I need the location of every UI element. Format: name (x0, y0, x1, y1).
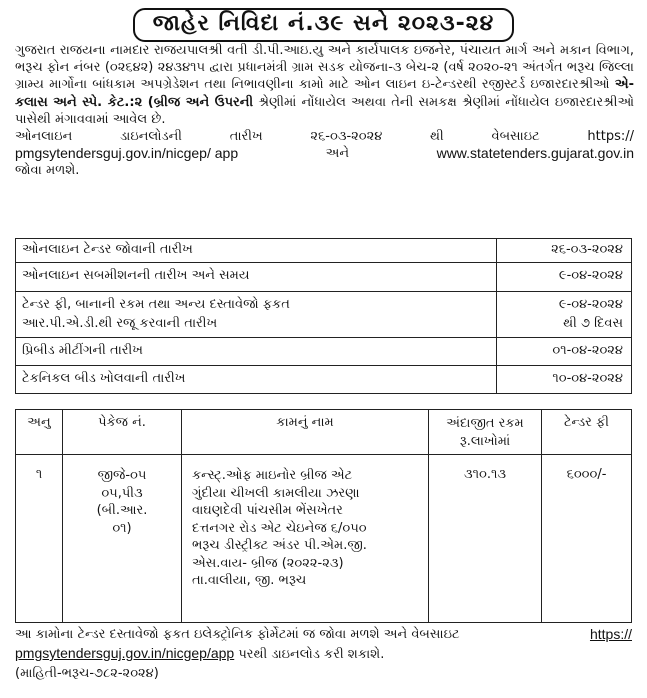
intro-and: અને (325, 146, 350, 162)
dates-table (15, 238, 632, 394)
row-amount: ૩૧૦.૧૩ (429, 455, 542, 623)
intro-end: જોવા મળશે. (15, 163, 80, 179)
works-table (15, 409, 632, 623)
date-label: પ્રિબીડ મીટીંગની તારીખ (16, 338, 497, 366)
date-label: ઓનલાઇન સબમીશનની તારીખ અને સમય (16, 263, 497, 292)
footer-note (15, 625, 632, 683)
work-name-line: ગુંદીયા ચીખલી કામલીયા ઝરણા (192, 485, 360, 501)
package-line: જીજે-૦૫ (97, 468, 147, 483)
date-row (16, 366, 632, 394)
package-line: ૦૧) (112, 520, 132, 536)
intro-bold-text: એ-કલાસ અને સ્પે. કેટ.:૨ (બ્રીજ અને ઉપરની (15, 77, 634, 110)
website-link-2[interactable]: www.statetenders.gujarat.gov.in (436, 145, 634, 162)
date-value: ૯-૦૪-૨૦૨૪ (497, 263, 632, 292)
notice-title: જાહેર નિવિદા નં.૩૯ સને ૨૦૨૩-૨૪ (133, 8, 515, 42)
intro-paragraph (15, 42, 634, 228)
work-name-line: ભરૂચ ડીસ્ટ્રીક્ટ અંડર પી.એમ.જી. (192, 538, 367, 553)
row-tender-fee: ૬૦૦૦/- (542, 455, 632, 623)
work-name-line: એસ.વાય- બ્રીજ (૨૦૨૨-૨૩) (192, 555, 344, 571)
footer-line-1 (15, 625, 632, 644)
date-value (497, 292, 632, 338)
row-package (63, 455, 182, 623)
intro-url-line (15, 145, 634, 162)
date-label: ટેન્ડર ફી, બાનાની રકમ તથા અન્ય દસ્તાવેજો ફકત આર.પી.એ.ડી.થી રજૂ કરવાની તારીખ (16, 292, 497, 338)
title-area (0, 0, 647, 38)
date-label: ઓનલાઇન ટેન્ડર જોવાની તારીખ (16, 239, 497, 263)
header-tender-fee: ટેન્ડર ફી (542, 410, 632, 455)
header-serial: અનુ (16, 410, 63, 455)
intro-download-line: ઓનલાઇન ડાઇનલોડની તારીખ ૨૬-૦૩-૨૦૨૪ થી વેબસાઇટ https:// (15, 129, 634, 145)
footer-line-2 (15, 644, 632, 664)
header-amount: અંદાજીત રકમ રૂ.લાખોમાં (429, 410, 542, 455)
website-link-1[interactable]: pmgsytendersguj.gov.in/nicgep/ app (15, 145, 239, 162)
footer-link-start[interactable]: https:// (589, 626, 632, 642)
work-name-line: કન્સ્ટ્.ઓફ માઇનોર બ્રીજ એટ (192, 468, 353, 483)
intro-text-1: ગુજરાત રાજયના નામદાર રાજયપાલશ્રી વતી ડી.પી.આઇ.યુ અને કાર્યપાલક ઇજનેર, પંચાયત માર્ગ અને મકાન વિભાગ, ભરૂચ ફોન નંબર (૦૨૬૪૨) ૨૪૩૪૧૫ દ્વારા પ્રધાનમંત્રી ગ્રામ સડક યોજના-૩ બેચ-૨ (વર્ષ ૨૦૨૦-૨૧ અંતર્ગત ભરૂચ જિલ્લા ગ્રામ્ય માર્ગોના બાંધકામ અપગ્રેડેશન તથા નિભાવણીના કામો માટે ઓન લાઇન ઇ-ટેન્ડરથી રજીસ્ટર્ડ ઇજારદારશ્રીઓ (15, 43, 634, 93)
table-row (16, 455, 632, 623)
intro-text-2: શ્રેણીમાં નોંધાયેલ અથવા તેની સમકક્ષ શ્રેણીમાં નોંધાયેલ ઇજારદારશ્રીઓ પાસેથી મંગાવવામાં આવેલ છે. (15, 94, 634, 127)
date-value-line-2: થી ૭ દિવસ (563, 316, 623, 331)
footer-reference: (માહિતી-ભરૂચ-૭૮૨-૨૦૨૪) (15, 666, 159, 681)
date-label: ટેકનિકલ બીડ ખોલવાની તારીખ (16, 366, 497, 394)
row-work-name (182, 455, 429, 623)
date-row (16, 338, 632, 366)
header-package: પેકેજ નં. (63, 410, 182, 455)
date-value: ૧૦-૦૪-૨૦૨૪ (497, 366, 632, 394)
date-value: ૦૧-૦૪-૨૦૨૪ (497, 338, 632, 366)
row-serial: ૧ (16, 455, 63, 623)
header-work-name: કામનું નામ (182, 410, 429, 455)
date-value: ૨૬-૦૩-૨૦૨૪ (497, 239, 632, 263)
date-value-line-1: ૯-૦૪-૨૦૨૪ (558, 297, 623, 312)
work-name-line: દત્તનગર રોડ એટ ચેઇનેજ ૬/૦૫૦ (192, 520, 367, 536)
package-line: ૦૫,પી૩ (101, 485, 143, 501)
work-name-line: વાઘણદેવી પાંચસીમ ભેંસખેતર (192, 503, 343, 518)
works-header-row (16, 410, 632, 455)
date-row (16, 292, 632, 338)
footer-text-1: આ કામોના ટેન્ડર દસ્તાવેજો ફકત ઇલેક્ટ્રોનિક ફોર્મેટમાં જ જોવા મળશે અને વેબસાઇટ (15, 627, 460, 642)
date-row (16, 263, 632, 292)
date-row (16, 239, 632, 263)
work-name-line: તા.વાલીયા, જી. ભરૂચ (192, 573, 307, 588)
footer-text-2: પરથી ડાઇનલોડ કરી શકાશે. (238, 647, 385, 662)
footer-link[interactable]: pmgsytendersguj.gov.in/nicgep/app (15, 645, 235, 661)
package-line: (બી.આર. (96, 503, 148, 518)
